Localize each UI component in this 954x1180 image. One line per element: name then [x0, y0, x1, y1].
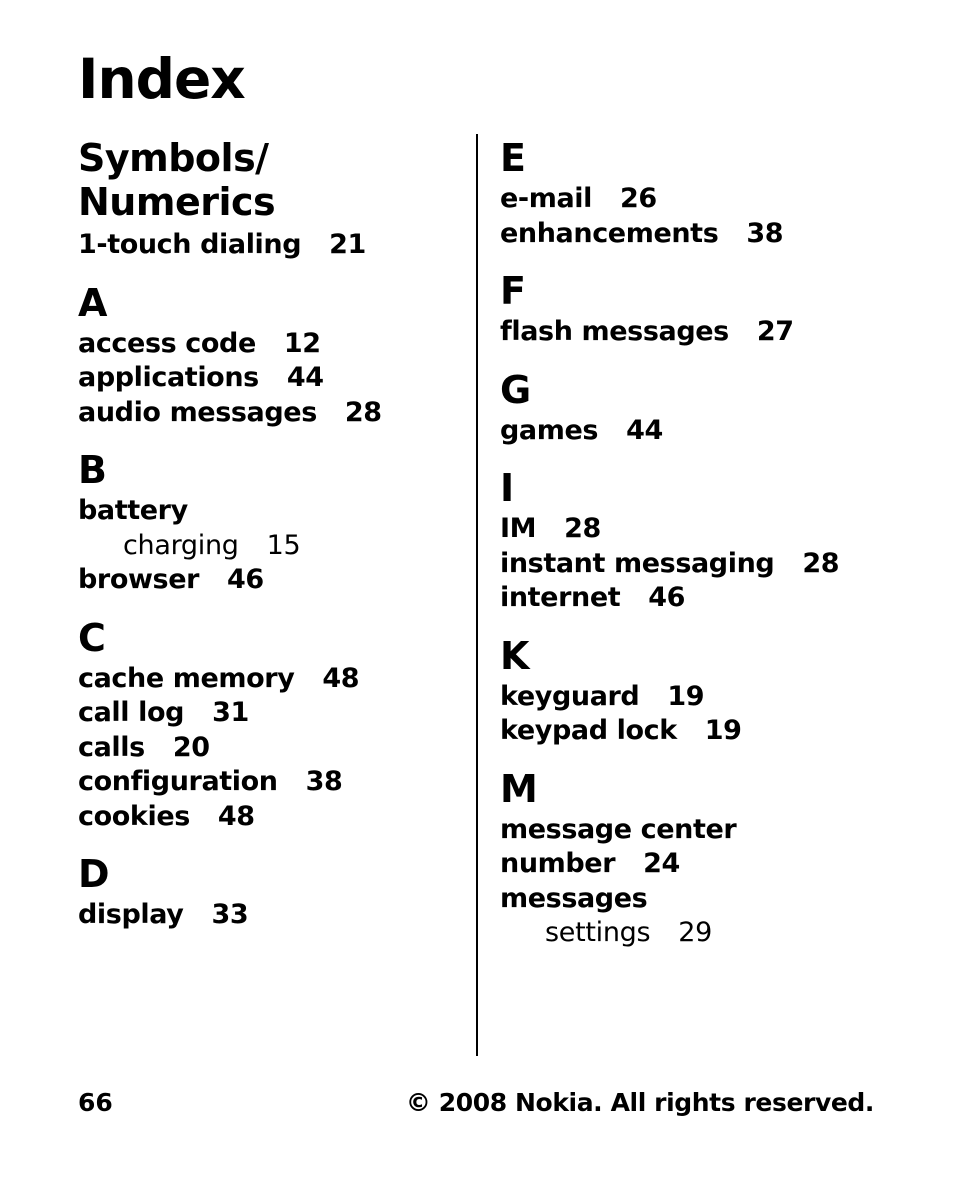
- section-heading-line: Symbols/: [78, 136, 269, 180]
- index-entry: [78, 898, 458, 933]
- index-entry-line: [500, 813, 920, 848]
- index-term: games: [500, 414, 599, 446]
- index-term: calls: [78, 731, 145, 763]
- index-entry: [500, 547, 920, 582]
- index-term: browser: [78, 564, 200, 595]
- index-term: keyguard: [500, 680, 640, 712]
- index-page-ref[interactable]: 48: [322, 662, 360, 694]
- index-page-ref[interactable]: 38: [305, 766, 343, 797]
- section-heading-line: Numerics: [78, 180, 276, 224]
- index-section: [78, 616, 458, 835]
- index-page-ref[interactable]: 28: [564, 513, 601, 544]
- index-page-ref[interactable]: 48: [217, 800, 255, 832]
- index-page-ref[interactable]: 44: [286, 362, 324, 393]
- footer-copyright: © 2008 Nokia. All rights reserved.: [405, 1088, 874, 1117]
- index-page-ref[interactable]: 27: [756, 316, 794, 347]
- index-term: number: [500, 848, 616, 879]
- section-heading: I: [500, 466, 514, 510]
- index-term: IM: [500, 513, 537, 544]
- section-heading: G: [500, 367, 531, 412]
- index-entry: [500, 315, 920, 350]
- column-divider: [476, 134, 478, 1056]
- index-subentry: [78, 529, 458, 564]
- index-term: internet: [500, 582, 621, 613]
- index-subentry: [500, 916, 920, 951]
- index-entry: [500, 714, 920, 749]
- index-entry: [500, 882, 920, 917]
- index-page-ref[interactable]: 28: [344, 396, 382, 428]
- index-term: call log: [78, 697, 185, 728]
- index-term: enhancements: [500, 217, 719, 249]
- index-entry: [78, 662, 458, 697]
- index-subterm: settings: [545, 917, 651, 948]
- index-page-ref[interactable]: 19: [667, 680, 705, 712]
- index-section: [78, 281, 458, 431]
- index-page-ref[interactable]: 19: [704, 715, 742, 746]
- index-subterm: charging: [123, 529, 239, 561]
- index-term: keypad lock: [500, 715, 677, 746]
- index-term: message center: [500, 813, 737, 845]
- index-page-ref[interactable]: 29: [678, 917, 713, 948]
- index-entry: [78, 327, 458, 362]
- section-heading: A: [78, 280, 107, 325]
- index-page-ref[interactable]: 26: [619, 183, 657, 214]
- index-term: cache memory: [78, 662, 295, 694]
- section-heading: [78, 136, 458, 224]
- index-entry: [78, 396, 458, 431]
- section-heading: C: [78, 615, 106, 660]
- section-heading: D: [78, 852, 110, 896]
- index-entry: [78, 765, 458, 800]
- index-entry: [78, 494, 458, 529]
- index-term: 1-touch dialing: [78, 229, 302, 260]
- index-section: [500, 767, 920, 951]
- index-page-ref[interactable]: 12: [283, 327, 321, 359]
- index-page-ref[interactable]: 33: [211, 899, 249, 930]
- index-entry: [500, 581, 920, 616]
- index-section: [78, 852, 458, 933]
- section-heading: M: [500, 766, 538, 811]
- index-term: access code: [78, 327, 256, 359]
- index-page-ref[interactable]: 38: [746, 217, 784, 249]
- index-entry: [78, 563, 458, 598]
- index-term: flash messages: [500, 316, 729, 347]
- section-heading: E: [500, 136, 526, 180]
- index-term: e-mail: [500, 183, 592, 214]
- index-term: cookies: [78, 800, 190, 832]
- index-page-ref[interactable]: 20: [172, 731, 210, 763]
- index-section: [500, 368, 920, 449]
- index-term: battery: [78, 495, 188, 526]
- index-entry: [78, 228, 458, 263]
- index-section: [78, 448, 458, 598]
- index-right-column: [500, 136, 920, 951]
- index-term: audio messages: [78, 396, 317, 428]
- section-heading: B: [78, 448, 107, 492]
- index-page-ref[interactable]: 44: [626, 414, 663, 446]
- index-section: [78, 136, 458, 263]
- index-entry: [78, 696, 458, 731]
- index-section: [500, 269, 920, 350]
- index-entry: [78, 361, 458, 396]
- section-heading: F: [500, 269, 526, 313]
- index-term: applications: [78, 362, 259, 393]
- index-section: [500, 634, 920, 749]
- index-page-ref[interactable]: 15: [266, 529, 301, 561]
- index-section: [500, 466, 920, 616]
- index-page-ref[interactable]: 24: [643, 848, 680, 879]
- index-entry: [500, 414, 920, 449]
- index-term: messages: [500, 882, 648, 914]
- index-entry-line: [500, 847, 920, 882]
- index-entry: [78, 800, 458, 835]
- index-page-ref[interactable]: 31: [212, 697, 249, 728]
- page-title: Index: [78, 47, 245, 111]
- index-term: instant messaging: [500, 547, 775, 579]
- index-left-column: [78, 136, 458, 933]
- section-heading: K: [500, 633, 529, 678]
- index-entry: [500, 813, 920, 882]
- footer-page-number: 66: [78, 1088, 113, 1117]
- index-entry: [500, 512, 920, 547]
- index-entry: [500, 680, 920, 715]
- index-page-ref[interactable]: 46: [227, 564, 264, 595]
- index-term: display: [78, 899, 184, 930]
- index-entry: [78, 731, 458, 766]
- index-section: [500, 136, 920, 251]
- index-entry: [500, 182, 920, 217]
- index-term: configuration: [78, 766, 278, 797]
- index-entry: [500, 217, 920, 252]
- index-page-ref[interactable]: 21: [329, 229, 366, 260]
- index-page-ref[interactable]: 28: [802, 547, 840, 579]
- index-page-ref[interactable]: 46: [648, 582, 686, 613]
